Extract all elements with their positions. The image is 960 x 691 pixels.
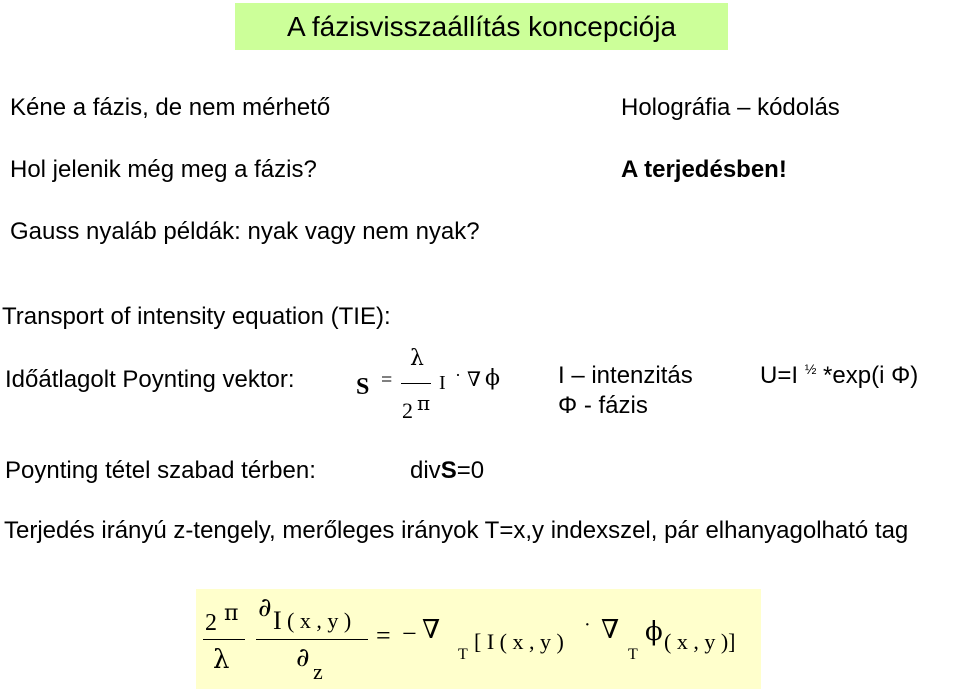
tie-fraction-bar-left (203, 639, 245, 640)
gauss-beam-text: Gauss nyaláb példák: nyak vagy nem nyak? (10, 218, 480, 245)
eq-intensity-symbol: I (439, 372, 446, 394)
tie-two: 2 (205, 610, 217, 636)
tie-subscript-t1: T (458, 646, 468, 663)
tie-equals: = (376, 621, 391, 650)
phase-definition: Φ - fázis (558, 392, 648, 419)
div-operator: div (410, 457, 441, 484)
tie-fraction-bar-right (256, 639, 368, 640)
tie-phi: ϕ (645, 617, 663, 647)
field-half-exponent: ½ (804, 361, 817, 377)
field-amplitude: U=I (760, 362, 799, 389)
propagation-axis-text: Terjedés irányú z-tengely, merőleges irányok T=x,y indexszel, pár elhanyagolható tag (4, 517, 909, 544)
tie-lambda: λ (213, 645, 230, 675)
eq-fraction-bar (401, 383, 431, 384)
tie-nabla-icon-2: ∇ (601, 615, 620, 645)
eq-lambda: λ (410, 346, 424, 371)
div-equals-zero: =0 (456, 457, 485, 484)
poynting-theorem-label: Poynting tétel szabad térben: (5, 457, 316, 484)
tie-formula-box (196, 589, 761, 689)
tie-bracket-intensity: [ I ( x , y ) (474, 629, 564, 654)
tie-partial-top: ∂ (258, 593, 272, 623)
eq-nabla-icon: ∇ (467, 367, 481, 391)
eq-dot: · (455, 365, 461, 385)
tie-phi-args: ( x , y )] (664, 629, 736, 654)
eq-denominator-pi: π (417, 391, 431, 415)
tie-pi: π (224, 601, 239, 626)
tie-minus: − (402, 619, 417, 648)
holography-coding-text: Holográfia – kódolás (621, 94, 840, 121)
title-banner (235, 3, 728, 50)
tie-intensity: I (273, 606, 282, 635)
tie-z: z (313, 659, 323, 684)
where-phase-appears-text: Hol jelenik még meg a fázis? (10, 156, 317, 183)
phase-not-measurable-text: Kéne a fázis, de nem mérhető (10, 94, 331, 121)
in-propagation-text: A terjedésben! (621, 156, 787, 183)
field-exponential: *exp(i Φ) (823, 362, 919, 389)
eq-denominator-2: 2 (402, 398, 413, 423)
poynting-vector-label: Időátlagolt Poynting vektor: (5, 366, 295, 393)
eq-equals: = (381, 369, 393, 391)
tie-dot: · (584, 614, 591, 636)
tie-heading: Transport of intensity equation (TIE): (2, 303, 391, 330)
complex-field-formula (760, 362, 918, 392)
tie-partial-bottom: ∂ (296, 643, 310, 673)
page-title: A fázisvisszaállítás koncepciója (286, 11, 677, 42)
divergence-equation (410, 457, 484, 485)
tie-nabla-icon: ∇ (422, 615, 441, 645)
tie-subscript-t2: T (628, 646, 638, 663)
tie-intensity-args: ( x , y ) (287, 608, 352, 633)
div-s-symbol: S (440, 457, 457, 484)
eq-s-symbol: S (356, 374, 370, 400)
eq-phi: ϕ (485, 366, 500, 391)
intensity-definition: I – intenzitás (558, 362, 693, 389)
